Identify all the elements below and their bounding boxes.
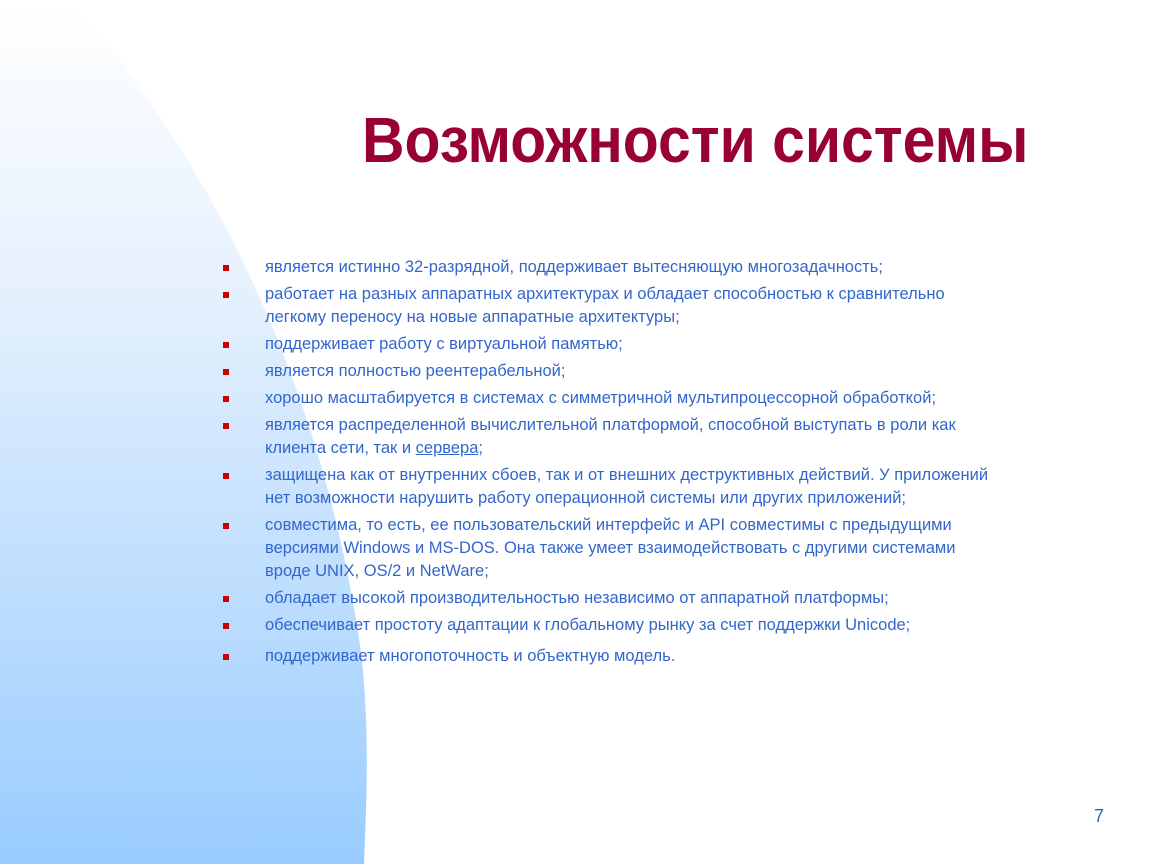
bullet-text: версиями Windows и MS-DOS. Она также умеет взаимодействовать с другими системами [265, 539, 956, 557]
bullet-text: нет возможности нарушить работу операционной системы или других приложений; [265, 489, 907, 507]
server-link[interactable]: сервера [415, 439, 479, 457]
page-number: 7 [1094, 806, 1105, 826]
bullet-square-icon [223, 423, 229, 429]
bullet-text: вроде UNIX, OS/2 и NetWare; [265, 562, 489, 580]
bullet-square-icon [223, 623, 229, 629]
list-item [222, 256, 1112, 279]
bullet-text: поддерживает многопоточность и объектную модель. [265, 647, 676, 665]
bullet-square-icon [223, 292, 229, 298]
bullet-square-icon [223, 342, 229, 348]
bullet-square-icon [223, 473, 229, 479]
bullet-list [222, 256, 1112, 672]
list-item [222, 614, 1112, 637]
bullet-text: работает на разных аппаратных архитектурах и обладает способностью к сравнительно [265, 285, 945, 303]
list-item [222, 587, 1112, 610]
bullet-square-icon [223, 369, 229, 375]
bullet-text: защищена как от внутренних сбоев, так и от внешних деструктивных действий. У приложений [265, 466, 989, 484]
list-item [222, 333, 1112, 356]
bullet-text: является распределенной вычислительной платформой, способной выступать в роли как [265, 416, 956, 434]
bullet-text: клиента сети, так и [265, 439, 416, 457]
bullet-text: поддерживает работу с виртуальной памятью; [265, 335, 623, 353]
bullet-text: обеспечивает простоту адаптации к глобальному рынку за счет поддержки Unicode; [265, 616, 911, 634]
list-item [222, 645, 1112, 668]
list-item [222, 414, 1112, 460]
bullet-square-icon [223, 596, 229, 602]
list-item [222, 283, 1112, 329]
bullet-text: является полностью реентерабельной; [265, 362, 566, 380]
list-item [222, 514, 1112, 583]
bullet-text: обладает высокой производительностью независимо от аппаратной платформы; [265, 589, 889, 607]
bullet-text: ; [478, 439, 483, 457]
bullet-text: легкому переносу на новые аппаратные архитектуры; [265, 308, 680, 326]
bullet-text: хорошо масштабируется в системах с симметричной мультипроцессорной обработкой; [265, 389, 937, 407]
slide-title: Возможности системы [362, 104, 1029, 176]
bullet-text: является истинно 32-разрядной, поддерживает вытесняющую многозадачность; [265, 258, 883, 276]
bullet-square-icon [223, 523, 229, 529]
list-item [222, 360, 1112, 383]
bullet-square-icon [223, 265, 229, 271]
list-item [222, 464, 1112, 510]
bullet-square-icon [223, 396, 229, 402]
list-item [222, 387, 1112, 410]
bullet-text: совместима, то есть, ее пользовательский интерфейс и API совместимы с предыдущими [265, 516, 952, 534]
bullet-square-icon [223, 654, 229, 660]
